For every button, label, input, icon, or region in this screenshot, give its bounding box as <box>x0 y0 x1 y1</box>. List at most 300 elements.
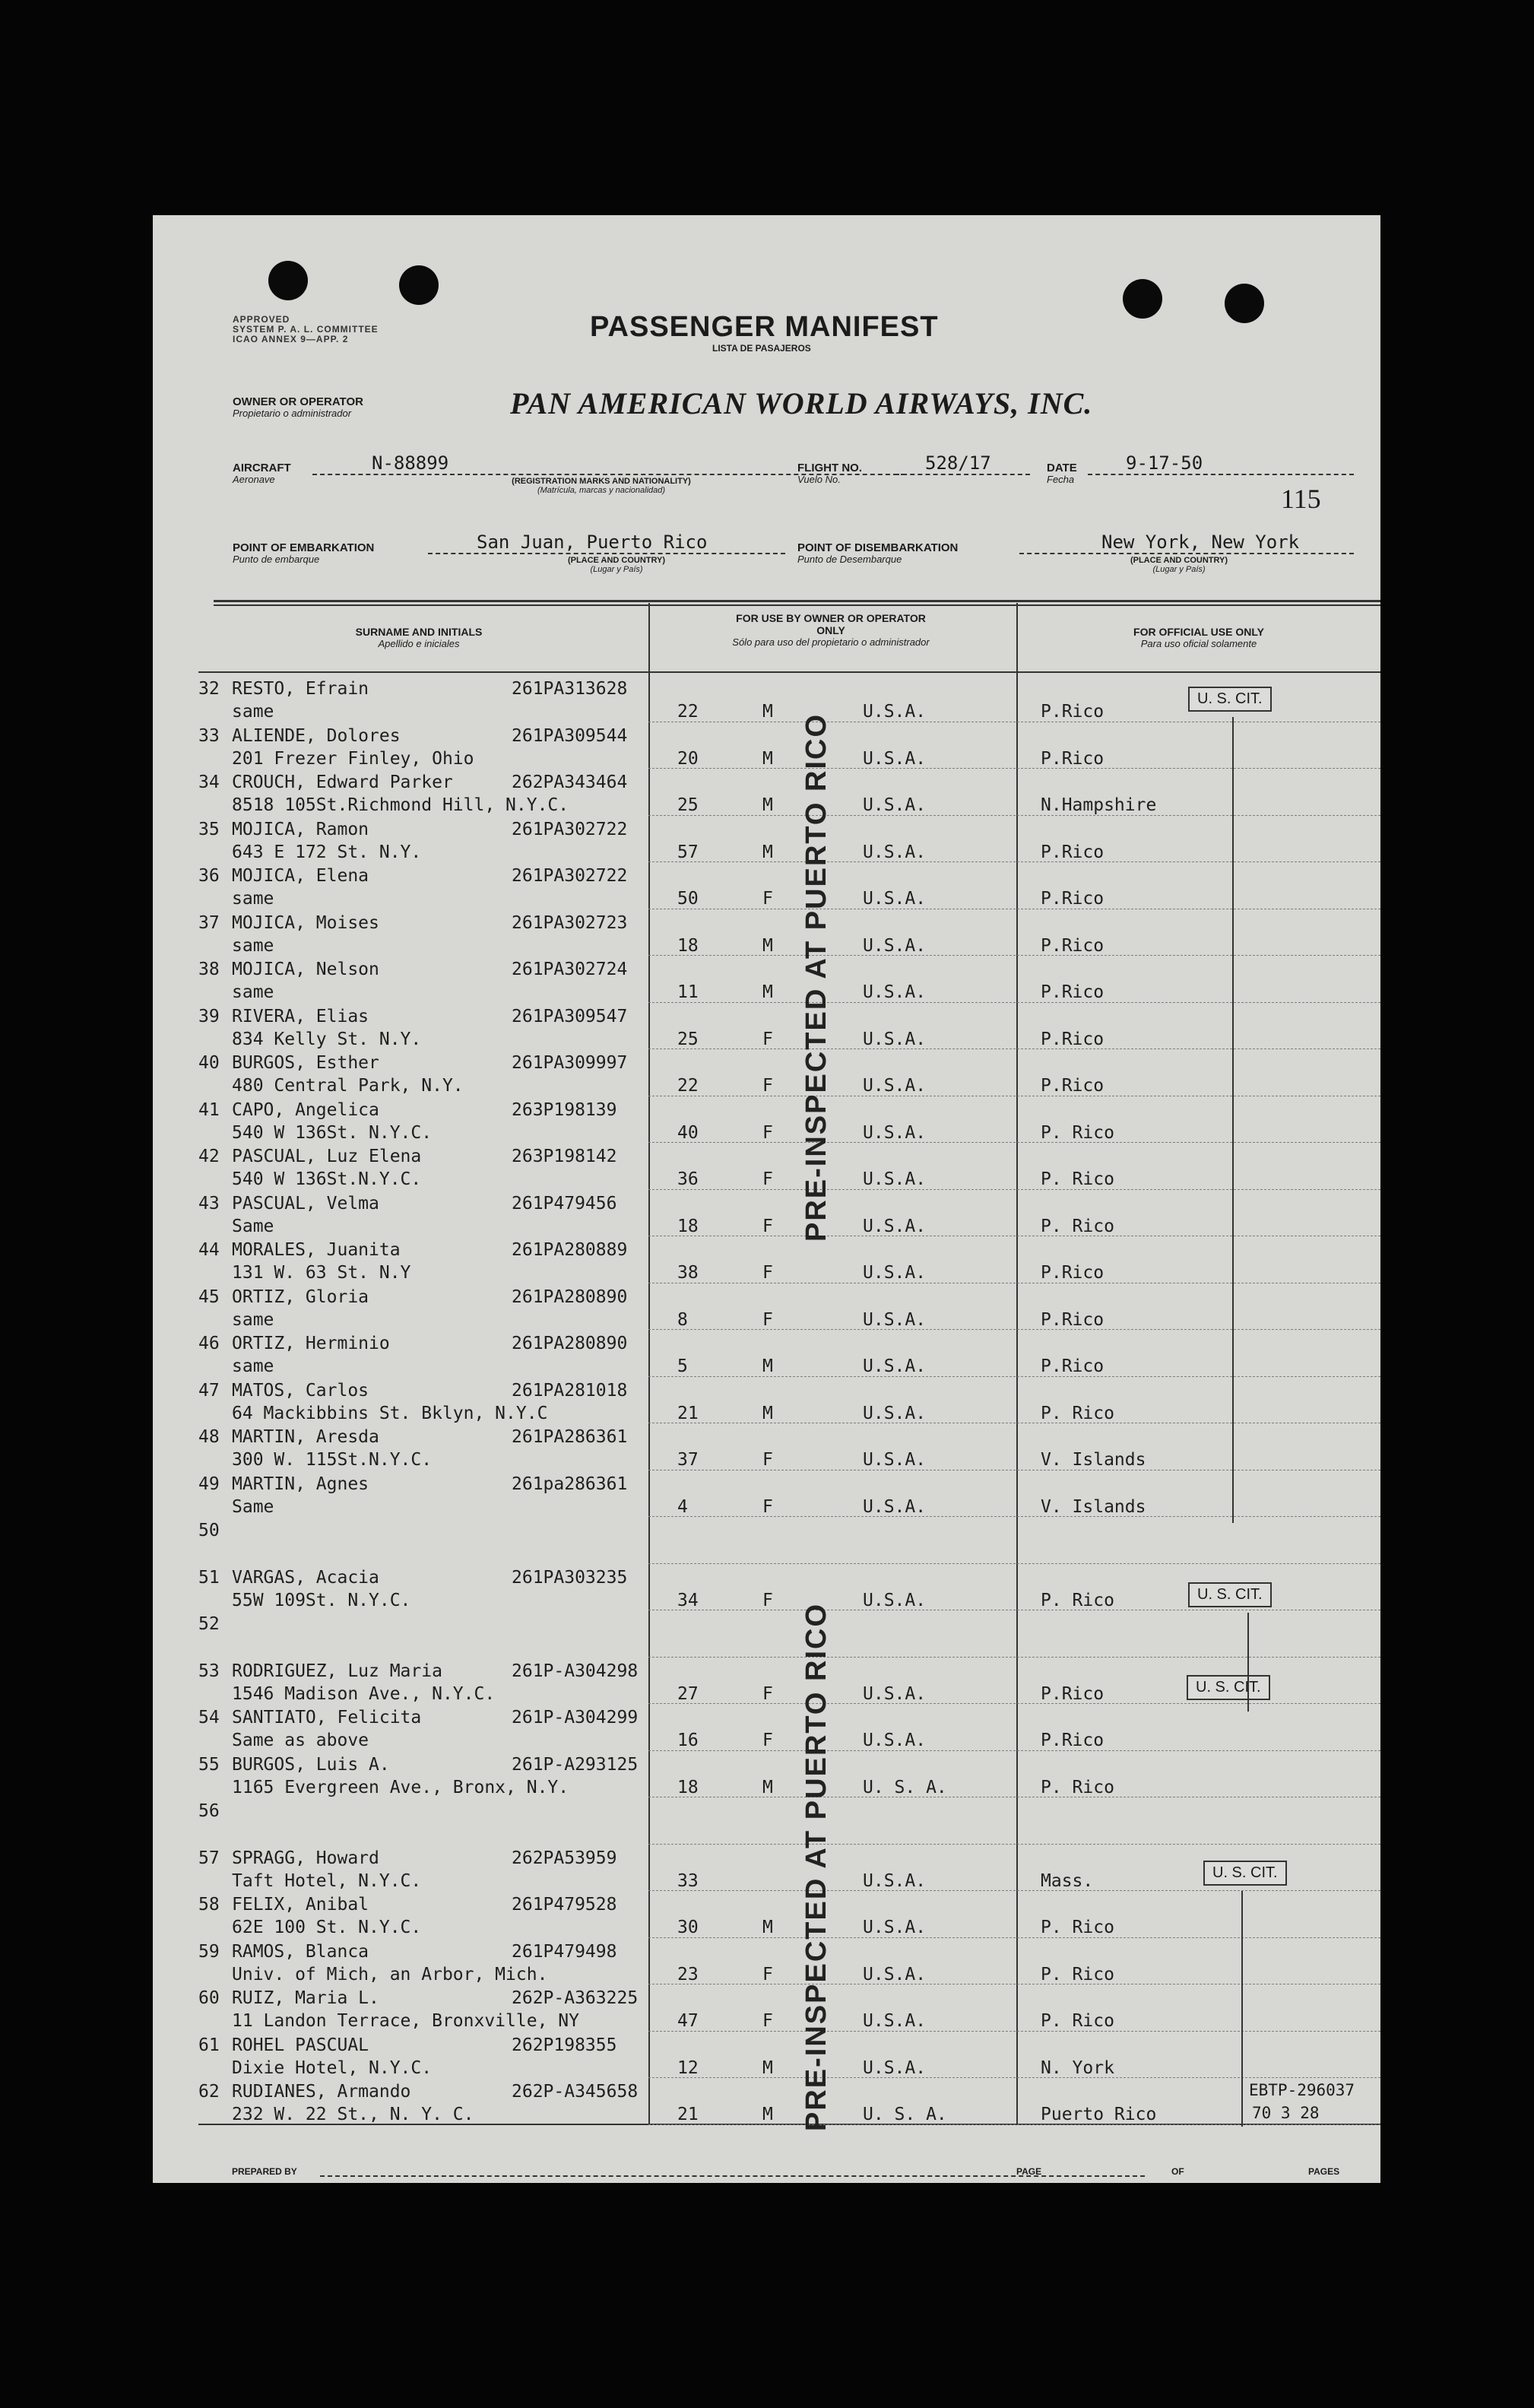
pages-label: PAGES <box>1308 2166 1340 2177</box>
passenger-age: 38 <box>677 1263 699 1283</box>
passenger-age: 21 <box>677 1403 699 1423</box>
passenger-addr: Same as above <box>232 1731 369 1750</box>
passenger-num: 60 <box>198 1988 220 2008</box>
passenger-dest: N.Hampshire <box>1041 795 1157 815</box>
passenger-nat: U.S.A. <box>863 1029 927 1049</box>
passenger-addr: Taft Hotel, N.Y.C. <box>232 1870 422 1891</box>
table-row <box>153 1939 1380 1986</box>
passenger-dest: P. Rico <box>1041 2011 1114 2031</box>
passenger-age: 8 <box>677 1309 688 1330</box>
us-citizen-stamp: U. S. CIT. <box>1188 1582 1272 1607</box>
passenger-name: CROUCH, Edward Parker <box>232 773 453 792</box>
passenger-sex: F <box>762 1076 773 1096</box>
passenger-num: 42 <box>198 1147 220 1166</box>
passenger-num: 47 <box>198 1380 220 1401</box>
manifest-sheet <box>153 215 1380 2183</box>
table-row <box>153 1892 1380 1939</box>
date-value: 9-17-50 <box>1126 452 1203 474</box>
table-row <box>153 1471 1380 1518</box>
passenger-name: BURGOS, Esther <box>232 1053 379 1073</box>
col-header-surname <box>282 626 556 650</box>
row-divider <box>648 1844 1380 1845</box>
embark-place-caption <box>548 556 685 574</box>
passenger-doc: 261PA302722 <box>512 866 628 886</box>
row-divider <box>648 861 1380 862</box>
punch-hole <box>1225 284 1264 323</box>
passenger-name: MOJICA, Elena <box>232 866 369 886</box>
passenger-doc: 263P198142 <box>512 1147 617 1166</box>
table-header-rule <box>198 671 1380 673</box>
aircraft-label-es: Aeronave <box>233 474 275 485</box>
passenger-doc: 261PA302722 <box>512 819 628 839</box>
row-divider <box>648 1142 1380 1143</box>
table-row <box>153 1331 1380 1378</box>
aircraft-value: N-88899 <box>372 452 449 474</box>
bracket-line <box>1247 1613 1249 1712</box>
passenger-age: 30 <box>677 1918 699 1937</box>
passenger-num: 39 <box>198 1006 220 1026</box>
passenger-addr: same <box>232 1309 274 1330</box>
passenger-age: 25 <box>677 795 699 815</box>
passenger-num: 35 <box>198 819 220 839</box>
passenger-name: MARTIN, Agnes <box>232 1474 369 1494</box>
passenger-nat: U.S.A. <box>863 935 927 956</box>
flight-value: 528/17 <box>925 452 991 474</box>
passenger-name: ALIENDE, Dolores <box>232 725 401 746</box>
passenger-age: 40 <box>677 1122 699 1143</box>
passenger-dest: Puerto Rico <box>1041 2105 1157 2124</box>
passenger-num: 53 <box>198 1661 220 1681</box>
passenger-addr: 131 W. 63 St. N.Y <box>232 1263 411 1283</box>
row-divider <box>648 2077 1380 2078</box>
approval-line: SYSTEM P. A. L. COMMITTEE <box>233 324 379 335</box>
passenger-doc: 261PA309547 <box>512 1006 628 1026</box>
passenger-sex: M <box>762 1356 773 1376</box>
punch-hole <box>268 261 308 300</box>
passenger-dest: P. Rico <box>1041 1777 1114 1797</box>
passenger-sex: M <box>762 1918 773 1937</box>
passenger-nat: U.S.A. <box>863 795 927 815</box>
col-header-official <box>1054 626 1343 650</box>
passenger-doc: 261P479498 <box>512 1941 617 1962</box>
passenger-age: 50 <box>677 889 699 909</box>
passenger-nat: U.S.A. <box>863 748 927 769</box>
row-divider <box>648 1657 1380 1658</box>
passenger-name: RODRIGUEZ, Luz Maria <box>232 1661 442 1681</box>
disembark-label <box>797 542 958 565</box>
operator-name: PAN AMERICAN WORLD AIRWAYS, INC. <box>510 386 1093 420</box>
passenger-name: MATOS, Carlos <box>232 1380 369 1401</box>
passenger-sex: F <box>762 1309 773 1330</box>
passenger-age: 12 <box>677 2057 699 2078</box>
passenger-doc: 261pa286361 <box>512 1474 628 1494</box>
passenger-name: PASCUAL, Luz Elena <box>232 1147 422 1166</box>
passenger-nat: U.S.A. <box>863 1169 927 1189</box>
table-row <box>153 1518 1380 1565</box>
passenger-doc: 261PA309997 <box>512 1053 628 1073</box>
passenger-dest: P. Rico <box>1041 1964 1114 1984</box>
passenger-num: 44 <box>198 1240 220 1260</box>
passenger-age: 36 <box>677 1169 699 1189</box>
row-divider <box>648 2124 1380 2125</box>
passenger-doc: 261P479456 <box>512 1193 617 1214</box>
passenger-name: CAPO, Angelica <box>232 1099 379 1120</box>
passenger-name: PASCUAL, Velma <box>232 1193 379 1214</box>
passenger-num: 43 <box>198 1193 220 1214</box>
disembark-label-en: POINT OF DISEMBARKATION <box>797 541 959 554</box>
row-divider <box>648 1890 1380 1891</box>
passenger-nat: U.S.A. <box>863 1356 927 1376</box>
table-row <box>153 1705 1380 1752</box>
table-top-rule <box>214 600 1380 602</box>
passenger-dest: P.Rico <box>1041 935 1105 956</box>
date-label <box>1047 462 1077 485</box>
passenger-sex: M <box>762 1777 773 1797</box>
row-divider <box>648 1937 1380 1938</box>
passenger-num: 55 <box>198 1754 220 1775</box>
passenger-addr: same <box>232 1356 274 1376</box>
passenger-addr: 540 W 136St. N.Y.C. <box>232 1122 433 1143</box>
passenger-sex: M <box>762 795 773 815</box>
passenger-age: 4 <box>677 1496 688 1517</box>
passenger-name: SANTIATO, Felicita <box>232 1708 422 1727</box>
passenger-name: ROHEL PASCUAL <box>232 2035 369 2055</box>
passenger-name: RUIZ, Maria L. <box>232 1988 379 2008</box>
passenger-addr: 11 Landon Terrace, Bronxville, NY <box>232 2011 579 2031</box>
passenger-num: 51 <box>198 1567 220 1588</box>
passenger-num: 59 <box>198 1941 220 1962</box>
passenger-dest: P. Rico <box>1041 1122 1114 1143</box>
passenger-name: MOJICA, Ramon <box>232 819 369 839</box>
row-divider <box>648 1563 1380 1564</box>
passenger-addr: 64 Mackibbins St. Bklyn, N.Y.C <box>232 1403 548 1423</box>
passenger-addr: 834 Kelly St. N.Y. <box>232 1029 422 1049</box>
passenger-doc: 262PA343464 <box>512 773 628 792</box>
passenger-num: 58 <box>198 1895 220 1915</box>
passenger-age: 34 <box>677 1590 699 1610</box>
passenger-doc: 261PA313628 <box>512 679 628 699</box>
registration-caption-en: (REGISTRATION MARKS AND NATIONALITY) <box>512 477 691 486</box>
passenger-age: 57 <box>677 842 699 862</box>
passenger-age: 18 <box>677 1777 699 1797</box>
passenger-addr: 643 E 172 St. N.Y. <box>232 842 422 862</box>
table-row <box>153 910 1380 957</box>
passenger-doc: 261PA303235 <box>512 1567 628 1588</box>
row-divider <box>648 815 1380 816</box>
approval-line: APPROVED <box>233 314 290 325</box>
passenger-doc: 261PA286361 <box>512 1427 628 1447</box>
date-label-es: Fecha <box>1047 474 1075 485</box>
passenger-doc: 262PA53959 <box>512 1848 617 1868</box>
passenger-num: 33 <box>198 725 220 746</box>
table-row <box>153 769 1380 817</box>
row-divider <box>648 955 1380 956</box>
page-title: PASSENGER MANIFEST <box>590 311 939 343</box>
table-row <box>153 1985 1380 2032</box>
passenger-age: 21 <box>677 2105 699 2124</box>
passenger-addr: 1546 Madison Ave., N.Y.C. <box>232 1683 496 1704</box>
passenger-sex: M <box>762 842 773 862</box>
passenger-nat: U.S.A. <box>863 1870 927 1891</box>
passenger-num: 57 <box>198 1848 220 1868</box>
passenger-addr: 8518 105St.Richmond Hill, N.Y.C. <box>232 795 569 815</box>
passenger-sex: F <box>762 2011 773 2031</box>
table-row <box>153 2032 1380 2080</box>
passenger-sex: F <box>762 1263 773 1283</box>
passenger-sex: M <box>762 2057 773 2078</box>
table-row <box>153 1144 1380 1191</box>
passenger-dest: Mass. <box>1041 1870 1094 1891</box>
table-row <box>153 1097 1380 1144</box>
passenger-sex: M <box>762 982 773 1002</box>
passenger-num: 54 <box>198 1708 220 1727</box>
passenger-name: MOJICA, Nelson <box>232 960 379 979</box>
passenger-doc: 261PA280889 <box>512 1240 628 1260</box>
table-row <box>153 1798 1380 1845</box>
place-caption-es: (Lugar y País) <box>590 565 643 574</box>
table-row <box>153 1752 1380 1799</box>
date-label-en: DATE <box>1047 462 1077 474</box>
passenger-num: 62 <box>198 2082 220 2102</box>
passenger-doc: 261P-A304298 <box>512 1661 639 1681</box>
passenger-nat: U. S. A. <box>863 2105 947 2124</box>
flight-label-en: FLIGHT NO. <box>797 462 862 474</box>
passenger-nat: U.S.A. <box>863 1683 927 1704</box>
passenger-doc: 261PA280890 <box>512 1334 628 1353</box>
passenger-nat: U.S.A. <box>863 982 927 1002</box>
passenger-addr: 1165 Evergreen Ave., Bronx, N.Y. <box>232 1777 569 1797</box>
passenger-num: 32 <box>198 679 220 699</box>
passenger-addr: same <box>232 889 274 909</box>
passenger-addr: Same <box>232 1216 274 1236</box>
flight-label-es: Vuelo No. <box>797 474 841 485</box>
passenger-addr: 232 W. 22 St., N. Y. C. <box>232 2105 474 2124</box>
flight-underline <box>895 474 1030 475</box>
table-top-rule <box>214 604 1380 606</box>
table-row <box>153 1050 1380 1097</box>
passenger-nat: U.S.A. <box>863 1216 927 1236</box>
passenger-addr: 480 Central Park, N.Y. <box>232 1076 464 1096</box>
flight-label <box>797 462 862 485</box>
passenger-sex: M <box>762 2105 773 2124</box>
passenger-sex: M <box>762 1403 773 1423</box>
passenger-doc: 263P198139 <box>512 1099 617 1120</box>
aircraft-label-en: AIRCRAFT <box>233 462 291 474</box>
disembark-label-es: Punto de Desembarque <box>797 554 902 565</box>
passenger-age: 27 <box>677 1683 699 1704</box>
passenger-nat: U.S.A. <box>863 1076 927 1096</box>
passenger-age: 23 <box>677 1964 699 1984</box>
row-divider <box>648 1750 1380 1751</box>
col-header-owner-use-es: Sólo para uso del propietario o administrador <box>732 636 930 648</box>
passenger-addr: same <box>232 702 274 722</box>
passenger-name: RAMOS, Blanca <box>232 1941 369 1962</box>
passenger-dest: V. Islands <box>1041 1450 1146 1470</box>
passenger-dest: P.Rico <box>1041 1309 1105 1330</box>
passenger-age: 20 <box>677 748 699 769</box>
place-caption-es: (Lugar y País) <box>1152 565 1206 574</box>
passenger-sex: M <box>762 935 773 956</box>
passenger-num: 34 <box>198 773 220 792</box>
passenger-age: 33 <box>677 1870 699 1891</box>
owner-label-es: Propietario o administrador <box>233 408 352 419</box>
passenger-nat: U.S.A. <box>863 1263 927 1283</box>
table-row <box>153 1424 1380 1471</box>
col-header-surname-en: SURNAME AND INITIALS <box>355 626 483 638</box>
disembark-value: New York, New York <box>1101 531 1300 553</box>
passenger-num: 45 <box>198 1286 220 1307</box>
passenger-addr: same <box>232 982 274 1002</box>
passenger-sex: F <box>762 1216 773 1236</box>
registration-caption-es: (Matrícula, marcas y nacionalidad) <box>537 486 666 495</box>
passenger-name: VARGAS, Acacia <box>232 1567 379 1588</box>
us-citizen-stamp: U. S. CIT. <box>1203 1861 1287 1886</box>
passenger-num: 36 <box>198 866 220 886</box>
pre-inspected-stamp: PRE-INSPECTED AT PUERTO RICO <box>800 1602 832 2131</box>
prepared-by-label: PREPARED BY <box>232 2166 297 2177</box>
passenger-dest: P.Rico <box>1041 1356 1105 1376</box>
passenger-nat: U.S.A. <box>863 2057 927 2078</box>
passenger-age: 25 <box>677 1029 699 1049</box>
passenger-dest: P.Rico <box>1041 748 1105 769</box>
passenger-dest: P. Rico <box>1041 1590 1114 1610</box>
bracket-line <box>1232 717 1234 1523</box>
passenger-num: 38 <box>198 960 220 979</box>
passenger-nat: U.S.A. <box>863 1122 927 1143</box>
passenger-dest: P.Rico <box>1041 889 1105 909</box>
passenger-age: 18 <box>677 935 699 956</box>
passenger-name: ORTIZ, Herminio <box>232 1334 390 1353</box>
passenger-dest: P.Rico <box>1041 1076 1105 1096</box>
page-subtitle: LISTA DE PASAJEROS <box>712 343 811 354</box>
passenger-dest: P.Rico <box>1041 702 1105 722</box>
passenger-addr: 62E 100 St. N.Y.C. <box>232 1918 422 1937</box>
table-row <box>153 1845 1380 1892</box>
embark-label <box>233 542 374 565</box>
passenger-nat: U.S.A. <box>863 1731 927 1750</box>
passenger-dest: N. York <box>1041 2057 1114 2078</box>
table-row <box>153 1284 1380 1331</box>
row-divider <box>648 2031 1380 2032</box>
passenger-doc: 262P-A363225 <box>512 1988 639 2008</box>
passenger-nat: U.S.A. <box>863 889 927 909</box>
passenger-sex: F <box>762 889 773 909</box>
passenger-dest: P. Rico <box>1041 1169 1114 1189</box>
passenger-nat: U. S. A. <box>863 1777 947 1797</box>
passenger-dest: P.Rico <box>1041 842 1105 862</box>
table-row <box>153 2079 1380 2126</box>
passenger-nat: U.S.A. <box>863 1964 927 1984</box>
passenger-dest: P. Rico <box>1041 1403 1114 1423</box>
passenger-name: RIVERA, Elias <box>232 1006 369 1026</box>
passenger-doc: 261PA302724 <box>512 960 628 979</box>
passenger-doc: 261PA302723 <box>512 912 628 933</box>
passenger-dest: P.Rico <box>1041 1731 1105 1750</box>
ebtr-note: EBTP-296037 <box>1249 2081 1355 2099</box>
passenger-nat: U.S.A. <box>863 1450 927 1470</box>
row-divider <box>648 1329 1380 1330</box>
passenger-nat: U.S.A. <box>863 1590 927 1610</box>
passenger-doc: 261PA309544 <box>512 725 628 746</box>
passenger-num: 56 <box>198 1801 220 1821</box>
passenger-age: 16 <box>677 1731 699 1750</box>
table-row <box>153 957 1380 1004</box>
passenger-age: 37 <box>677 1450 699 1470</box>
passenger-addr: 201 Frezer Finley, Ohio <box>232 748 474 769</box>
passenger-num: 49 <box>198 1474 220 1494</box>
passenger-sex: F <box>762 1590 773 1610</box>
passenger-addr: Univ. of Mich, an Arbor, Mich. <box>232 1964 548 1984</box>
passenger-name: ORTIZ, Gloria <box>232 1286 369 1307</box>
passenger-doc: 262P-A345658 <box>512 2082 639 2102</box>
row-divider <box>648 1376 1380 1377</box>
passenger-num: 61 <box>198 2035 220 2055</box>
owner-label <box>233 396 363 419</box>
passenger-age: 5 <box>677 1356 688 1376</box>
us-citizen-stamp: U. S. CIT. <box>1187 1675 1270 1700</box>
page-number: 115 <box>1281 484 1321 514</box>
passenger-age: 11 <box>677 982 699 1002</box>
us-citizen-stamp: U. S. CIT. <box>1188 687 1272 712</box>
embark-label-es: Punto de embarque <box>233 554 320 565</box>
passenger-doc: 261PA280890 <box>512 1286 628 1307</box>
passenger-nat: U.S.A. <box>863 2011 927 2031</box>
disembark-underline <box>1019 553 1354 554</box>
table-row <box>153 1004 1380 1051</box>
page-label: PAGE <box>1016 2166 1042 2177</box>
ebtr-date: 70 3 28 <box>1252 2104 1320 2122</box>
embark-underline <box>428 553 785 554</box>
embark-value: San Juan, Puerto Rico <box>477 531 708 553</box>
passenger-num: 41 <box>198 1099 220 1120</box>
passenger-addr: 300 W. 115St.N.Y.C. <box>232 1450 433 1470</box>
aircraft-label <box>233 462 291 485</box>
passenger-nat: U.S.A. <box>863 842 927 862</box>
passenger-sex: F <box>762 1122 773 1143</box>
passenger-age: 18 <box>677 1216 699 1236</box>
approval-line: ICAO ANNEX 9—APP. 2 <box>233 334 349 344</box>
passenger-doc: 261P-A293125 <box>512 1754 639 1775</box>
passenger-age: 22 <box>677 1076 699 1096</box>
passenger-name: RESTO, Efrain <box>232 679 369 699</box>
passenger-dest: P.Rico <box>1041 982 1105 1002</box>
passenger-addr: same <box>232 935 274 956</box>
passenger-dest: V. Islands <box>1041 1496 1146 1517</box>
passenger-dest: P. Rico <box>1041 1216 1114 1236</box>
passenger-age: 47 <box>677 2011 699 2031</box>
passenger-num: 50 <box>198 1521 220 1540</box>
passenger-doc: 262P198355 <box>512 2035 617 2055</box>
passenger-dest: P.Rico <box>1041 1683 1105 1704</box>
col-header-official-en: FOR OFFICIAL USE ONLY <box>1133 626 1264 638</box>
passenger-num: 37 <box>198 912 220 933</box>
row-divider <box>648 1516 1380 1517</box>
passenger-num: 46 <box>198 1334 220 1353</box>
passenger-name: RUDIANES, Armando <box>232 2082 411 2102</box>
row-divider <box>648 1189 1380 1190</box>
col-header-owner-use-en: FOR USE BY OWNER OR OPERATOR ONLY <box>736 612 926 636</box>
passenger-sex: F <box>762 1964 773 1984</box>
passenger-doc: 261PA281018 <box>512 1380 628 1401</box>
embark-label-en: POINT OF EMBARKATION <box>233 541 375 554</box>
table-row <box>153 1237 1380 1284</box>
passenger-sex: F <box>762 1029 773 1049</box>
owner-label-en: OWNER OR OPERATOR <box>233 395 363 408</box>
table-row <box>153 817 1380 864</box>
passenger-sex: F <box>762 1169 773 1189</box>
table-row <box>153 1378 1380 1425</box>
passenger-dest: P.Rico <box>1041 1029 1105 1049</box>
